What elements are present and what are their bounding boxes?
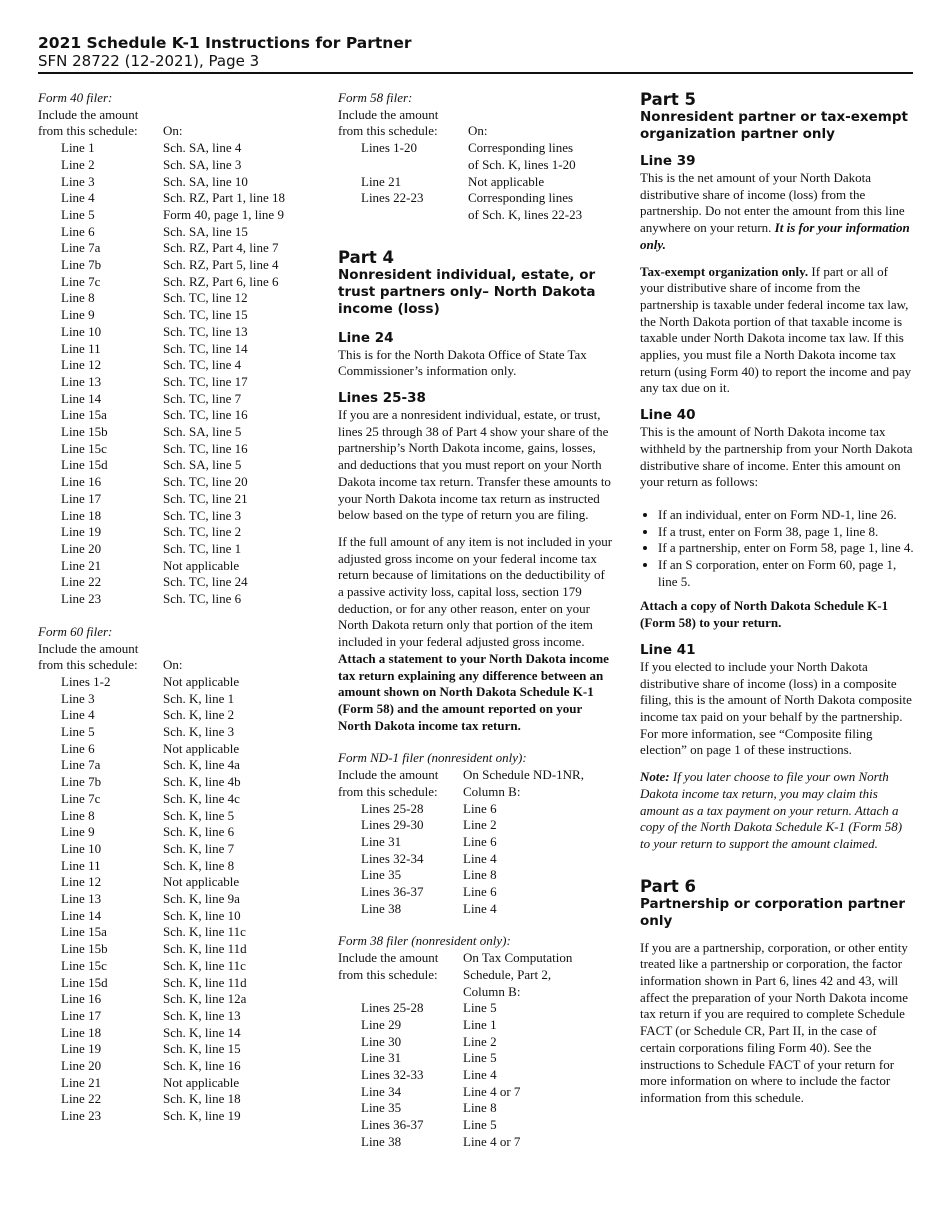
column-2	[338, 90, 613, 1151]
target-line: Line 4 or 7	[463, 1083, 521, 1099]
target-line: Sch. SA, line 10	[163, 173, 248, 189]
target-line: Sch. TC, line 17	[163, 373, 248, 389]
schedule-line: Line 17	[61, 1007, 102, 1023]
table-row	[38, 424, 285, 441]
form40-table	[38, 107, 285, 608]
table-row	[38, 574, 285, 591]
table-row	[338, 1134, 572, 1151]
target-line: Not applicable	[163, 557, 240, 573]
schedule-line: Lines 25-28	[361, 1000, 424, 1016]
schedule-line: Line 7c	[61, 273, 101, 289]
schedule-line: Line 10	[61, 840, 102, 856]
schedule-line: Line 31	[361, 833, 402, 849]
table-row	[338, 190, 582, 207]
table-row	[38, 975, 247, 992]
form40-label: Form 40 filer:	[38, 90, 113, 105]
target-line: of Sch. K, lines 1-20	[468, 156, 576, 172]
schedule-line: Line 6	[61, 223, 95, 239]
schedule-line: Line 8	[61, 807, 95, 823]
schedule-line: Line 15c	[61, 440, 107, 456]
schedule-line: Line 12	[61, 874, 102, 890]
schedule-line: Line 21	[61, 557, 102, 573]
table-row	[38, 1025, 247, 1042]
schedule-line: Line 30	[361, 1033, 402, 1049]
schedule-line: Line 16	[61, 991, 102, 1007]
schedule-line: Lines 32-34	[361, 850, 424, 866]
target-line: Sch. K, line 4c	[163, 790, 240, 806]
table-row	[38, 190, 285, 207]
schedule-line: Line 8	[61, 290, 95, 306]
table-intro: from this schedule:	[38, 657, 138, 673]
lines25-38-text: If you are a nonresident individual, estate, or trust, lines 25 through 38 of Part 4 show your share of the partnership’s North Dakota income, gains, losses, and deductions that you must report on your North Dakota income tax return. Transfer these amounts to your North Dakota income tax return as instructed below based on the type of return you are filing.	[338, 407, 611, 523]
schedule-line: Line 13	[61, 373, 102, 389]
table-row	[38, 207, 285, 224]
table-on-header: Schedule, Part 2,	[463, 966, 552, 982]
table-intro: Include the amount	[338, 106, 439, 122]
schedule-line: Lines 1-2	[61, 673, 111, 689]
line39-text: This is the net amount of your North Dakota distributive share of income (loss) from the partnership. Do not enter the amount from this line anywhere on your return.	[640, 170, 905, 236]
target-line: Sch. K, line 7	[163, 840, 235, 856]
target-line: Sch. RZ, Part 6, line 6	[163, 273, 279, 289]
schedule-line: Line 11	[61, 340, 101, 356]
table-row	[338, 140, 582, 157]
schedule-line: Line 35	[361, 867, 402, 883]
table-row	[38, 224, 285, 241]
schedule-line: Line 15d	[61, 974, 108, 990]
schedule-line: Line 22	[61, 574, 102, 590]
table-row	[38, 1091, 247, 1108]
target-line: Line 4 or 7	[463, 1133, 521, 1149]
table-row	[38, 774, 247, 791]
schedule-line: Line 13	[61, 891, 102, 907]
schedule-line: Line 11	[61, 857, 101, 873]
schedule-line: Line 12	[61, 357, 102, 373]
table-row	[338, 1017, 572, 1034]
target-line: Sch. TC, line 2	[163, 524, 242, 540]
note-lead: Note:	[640, 769, 670, 785]
part5-subtitle: Nonresident partner or tax-exempt organization partner only	[640, 109, 908, 142]
list-item: • If a partnership, enter on Form 58, page 1, line 4.	[658, 540, 915, 557]
target-line: Sch. TC, line 24	[163, 574, 248, 590]
table-row	[338, 1050, 572, 1067]
target-line: Line 4	[463, 1067, 497, 1083]
target-line: Line 6	[463, 800, 497, 816]
note-text: If you later choose to file your own North Dakota income tax return, you may claim this amount as a tax payment on your return. Attach a copy of the North Dakota Schedule K-1 (Form 58) to your return to support the amount claimed.	[640, 769, 903, 851]
target-line: Line 6	[463, 884, 497, 900]
table-row	[38, 808, 247, 825]
table-row	[38, 290, 285, 307]
target-line: Sch. K, line 15	[163, 1041, 241, 1057]
schedule-line: Line 4	[61, 190, 95, 206]
schedule-line: Line 21	[361, 173, 402, 189]
schedule-line	[338, 207, 468, 224]
table-row	[38, 691, 247, 708]
target-line: Sch. TC, line 1	[163, 540, 242, 556]
attach-statement-text: Attach a statement to your North Dakota income tax return explaining any difference between an amount shown on North Dakota Schedule K-1 (Form 58) and the amount reported on your North Dakota income tax return.	[338, 650, 609, 733]
table-row	[38, 157, 285, 174]
table-row	[38, 874, 247, 891]
schedule-line: Line 7c	[61, 790, 101, 806]
schedule-line: Line 31	[361, 1050, 402, 1066]
schedule-line: Line 5	[61, 724, 95, 740]
target-line: Sch. K, line 12a	[163, 991, 247, 1007]
table-row	[38, 357, 285, 374]
target-line: Sch. RZ, Part 4, line 7	[163, 240, 279, 256]
line39-paragraph	[640, 170, 915, 254]
table-row	[38, 407, 285, 424]
table-on-header: On:	[163, 123, 183, 139]
schedule-line: Line 22	[61, 1091, 102, 1107]
target-line: Sch. K, line 19	[163, 1108, 241, 1124]
target-line: Corresponding lines	[468, 140, 574, 156]
schedule-line: Line 23	[61, 591, 102, 607]
table-row	[38, 841, 247, 858]
schedule-line: Line 15c	[61, 957, 107, 973]
table-row	[38, 674, 247, 691]
table-row	[38, 240, 285, 257]
target-line: Sch. TC, line 14	[163, 340, 248, 356]
full-amount-paragraph	[338, 534, 613, 734]
line39-heading: Line 39	[640, 153, 696, 169]
document-title: 2021 Schedule K-1 Instructions for Partner	[38, 34, 412, 52]
target-line: Sch. SA, line 3	[163, 156, 242, 172]
table-row	[338, 1000, 572, 1017]
table-on-header: On:	[468, 123, 488, 139]
line41-heading: Line 41	[640, 641, 696, 658]
part5-title: Part 5	[640, 90, 697, 109]
target-line: Sch. TC, line 7	[163, 390, 242, 406]
schedule-line: Line 7a	[61, 757, 101, 773]
nd1-table	[338, 767, 584, 917]
table-row	[38, 491, 285, 508]
target-line: Not applicable	[163, 740, 240, 756]
table-row	[38, 274, 285, 291]
schedule-line: Line 16	[61, 474, 102, 490]
target-line: Sch. SA, line 15	[163, 223, 248, 239]
list-item: • If a trust, enter on Form 38, page 1, line 8.	[658, 524, 915, 541]
schedule-line: Lines 36-37	[361, 884, 424, 900]
table-row	[338, 867, 584, 884]
column-1	[38, 90, 313, 1125]
schedule-line: Line 6	[61, 740, 95, 756]
table-row	[38, 324, 285, 341]
line40-bullets	[640, 507, 915, 591]
target-line: Sch. K, line 14	[163, 1024, 241, 1040]
target-line: Sch. K, line 11c	[163, 957, 246, 973]
tax-exempt-paragraph	[640, 264, 915, 398]
schedule-line: Line 20	[61, 540, 102, 556]
table-row	[38, 558, 285, 575]
target-line: Sch. K, line 3	[163, 724, 235, 740]
target-line: Line 1	[463, 1016, 497, 1032]
part6-subtitle: Partnership or corporation partner only	[640, 895, 906, 929]
target-line: Line 2	[463, 1033, 497, 1049]
target-line: of Sch. K, lines 22-23	[468, 206, 583, 222]
attach-copy-text: Attach a copy of North Dakota Schedule K-1 (Form 58) to your return.	[640, 598, 889, 631]
target-line: Sch. K, line 6	[163, 824, 235, 840]
schedule-line: Line 35	[361, 1100, 402, 1116]
part6-title: Part 6	[640, 876, 697, 896]
table-row	[38, 474, 285, 491]
table-row	[38, 591, 285, 608]
target-line: Sch. K, line 16	[163, 1058, 241, 1074]
target-line: Not applicable	[163, 874, 240, 890]
table-row	[38, 174, 285, 191]
table-on-header: Column B:	[463, 983, 521, 999]
form58-table	[338, 107, 582, 224]
table-row	[38, 140, 285, 157]
target-line: Line 5	[463, 1000, 497, 1016]
schedule-line: Line 15b	[61, 424, 108, 440]
schedule-line: Line 29	[361, 1016, 402, 1032]
table-row	[338, 1100, 572, 1117]
target-line: Sch. K, line 10	[163, 907, 241, 923]
schedule-line: Line 19	[61, 524, 102, 540]
schedule-line: Line 19	[61, 1041, 102, 1057]
schedule-line: Line 21	[61, 1074, 102, 1090]
table-row	[338, 1067, 572, 1084]
schedule-line: Line 1	[61, 140, 95, 156]
target-line: Sch. K, line 11d	[163, 941, 247, 957]
schedule-line: Line 9	[61, 307, 95, 323]
part4-title: Part 4	[338, 247, 395, 267]
schedule-line: Lines 32-33	[361, 1067, 424, 1083]
table-row	[38, 508, 285, 525]
schedule-line: Line 15a	[61, 924, 107, 940]
line41-text: If you elected to include your North Dakota distributive share of income (loss) in a composite filing, this is the amount of North Dakota composite income tax paid on your behalf by the partnership. For more information, see “Composite filing election” on page 1 of these instructions.	[640, 658, 912, 758]
schedule-line: Line 34	[361, 1083, 402, 1099]
schedule-line: Line 14	[61, 390, 102, 406]
schedule-line: Lines 25-28	[361, 800, 424, 816]
table-intro: Include the amount	[38, 106, 139, 122]
target-line: Line 8	[463, 1100, 497, 1116]
schedule-line: Line 18	[61, 1024, 102, 1040]
table-intro: Include the amount	[338, 767, 439, 783]
target-line: Not applicable	[163, 1074, 240, 1090]
table-row	[338, 1034, 572, 1051]
target-line: Sch. TC, line 16	[163, 407, 248, 423]
tax-exempt-text: If part or all of your distributive share of income from the partnership is taxable under federal income tax law, the North Dakota portion of that taxable income is taxable under North Dakota income tax law. If this applies, you must file a North Dakota income tax return (using Form 40) to report the income and pay any tax due on it.	[640, 263, 912, 396]
target-line: Sch. TC, line 12	[163, 290, 248, 306]
full-amount-text: If the full amount of any item is not included in your adjusted gross income on your federal income tax return because of limitations on the deductibility of a passive activity loss, capital loss, section 179 deduction, or for any other reason, enter on your North Dakota return only that portion of the item included in your federal adjusted gross income.	[338, 533, 613, 650]
target-line: Line 4	[463, 900, 497, 916]
schedule-line	[338, 157, 468, 174]
table-intro: from this schedule:	[338, 966, 438, 982]
f38-label: Form 38 filer (nonresident only):	[338, 933, 511, 949]
schedule-line: Line 23	[61, 1108, 102, 1124]
line40-text: This is the amount of North Dakota income tax withheld by the partnership from your North Dakota distributive share of income. Enter this amount on your return as follows:	[640, 424, 913, 490]
table-row	[38, 524, 285, 541]
target-line: Sch. TC, line 13	[163, 323, 248, 339]
table-row	[338, 834, 584, 851]
schedule-line: Line 3	[61, 690, 95, 706]
table-on-header: On:	[163, 657, 183, 673]
target-line: Sch. K, line 4a	[163, 757, 240, 773]
table-row	[38, 991, 247, 1008]
target-line: Sch. K, line 11c	[163, 924, 246, 940]
schedule-line: Line 14	[61, 907, 102, 923]
table-row	[38, 391, 285, 408]
nd1-label: Form ND-1 filer (nonresident only):	[338, 750, 527, 766]
column-3	[640, 90, 915, 1107]
table-row	[38, 457, 285, 474]
list-item: • If an individual, enter on Form ND-1, line 26.	[658, 507, 915, 524]
table-row	[38, 791, 247, 808]
schedule-line: Lines 22-23	[361, 190, 424, 206]
header-rule	[38, 72, 913, 74]
schedule-line: Line 38	[361, 1133, 402, 1149]
table-row	[338, 851, 584, 868]
schedule-line: Line 20	[61, 1058, 102, 1074]
schedule-line: Line 18	[61, 507, 102, 523]
part4-subtitle: Nonresident individual, estate, or trust partners only– North Dakota income (loss)	[338, 266, 596, 317]
target-line: Line 2	[463, 817, 497, 833]
table-row	[38, 307, 285, 324]
table-row	[338, 174, 582, 191]
target-line: Sch. RZ, Part 1, line 18	[163, 190, 286, 206]
table-row	[338, 157, 582, 174]
schedule-line: Line 10	[61, 323, 102, 339]
f38-table	[338, 950, 572, 1150]
table-intro: from this schedule:	[38, 123, 138, 139]
target-line: Sch. TC, line 20	[163, 474, 248, 490]
line24-text: This is for the North Dakota Office of State Tax Commissioner’s information only.	[338, 346, 587, 379]
target-line: Sch. K, line 4b	[163, 774, 241, 790]
note-paragraph	[640, 769, 915, 853]
table-intro: from this schedule:	[338, 783, 438, 799]
schedule-line: Line 3	[61, 173, 95, 189]
table-row	[338, 1117, 572, 1134]
target-line: Sch. TC, line 21	[163, 490, 248, 506]
table-row	[338, 1084, 572, 1101]
target-line: Not applicable	[163, 673, 240, 689]
target-line: Not applicable	[468, 173, 545, 189]
schedule-line: Line 7a	[61, 240, 101, 256]
line40-heading: Line 40	[640, 407, 696, 424]
target-line: Form 40, page 1, line 9	[163, 206, 284, 222]
table-row	[38, 908, 247, 925]
table-row	[38, 941, 247, 958]
table-row	[38, 1108, 247, 1125]
table-on-header: Column B:	[463, 783, 521, 799]
target-line: Sch. TC, line 4	[163, 357, 242, 373]
target-line: Corresponding lines	[468, 190, 574, 206]
table-row	[38, 958, 247, 975]
form60-table	[38, 641, 247, 1125]
target-line: Sch. SA, line 5	[163, 457, 242, 473]
table-row	[338, 801, 584, 818]
schedule-line: Line 17	[61, 490, 102, 506]
target-line: Sch. K, line 11d	[163, 974, 247, 990]
table-row	[38, 741, 247, 758]
target-line: Sch. K, line 8	[163, 857, 235, 873]
schedule-line: Line 7b	[61, 257, 102, 273]
table-row	[38, 541, 285, 558]
target-line: Sch. TC, line 15	[163, 307, 248, 323]
table-row	[338, 207, 582, 224]
table-row	[38, 341, 285, 358]
schedule-line: Line 38	[361, 900, 402, 916]
table-row	[38, 757, 247, 774]
target-line: Sch. SA, line 5	[163, 424, 242, 440]
page-header	[38, 34, 913, 70]
schedule-line: Line 2	[61, 156, 95, 172]
table-row	[38, 374, 285, 391]
target-line: Sch. K, line 1	[163, 690, 235, 706]
target-line: Sch. K, line 18	[163, 1091, 241, 1107]
table-on-header: On Schedule ND-1NR,	[463, 767, 584, 783]
table-row	[38, 1008, 247, 1025]
schedule-line: Lines 29-30	[361, 817, 424, 833]
table-row	[38, 891, 247, 908]
table-intro: from this schedule:	[338, 123, 438, 139]
part6-text: If you are a partnership, corporation, or other entity treated like a partnership or corporation, the factor information shown in Part 6, lines 42 and 43, will affect the preparation of your North Dakota income tax return if you are required to complete Schedule FACT (or Schedule CR, Part II, in the case of certain corporations filing Form 40). See the instructions to Schedule FACT of your return for more information on where to include the factor information from this schedule.	[640, 939, 908, 1105]
target-line: Sch. K, line 2	[163, 707, 235, 723]
schedule-line: Lines 36-37	[361, 1117, 424, 1133]
form60-label: Form 60 filer:	[38, 623, 113, 639]
schedule-line: Line 9	[61, 824, 95, 840]
target-line: Sch. TC, line 16	[163, 440, 248, 456]
schedule-line: Lines 1-20	[361, 140, 417, 156]
table-row	[338, 884, 584, 901]
tax-exempt-lead: Tax-exempt organization only.	[640, 263, 809, 279]
target-line: Line 6	[463, 833, 497, 849]
line24-heading: Line 24	[338, 329, 394, 346]
schedule-line: Line 4	[61, 707, 95, 723]
target-line: Sch. TC, line 3	[163, 507, 242, 523]
table-row	[38, 1075, 247, 1092]
table-on-header: On Tax Computation	[463, 950, 573, 966]
target-line: Sch. RZ, Part 5, line 4	[163, 257, 279, 273]
target-line: Line 5	[463, 1117, 497, 1133]
target-line: Line 5	[463, 1050, 497, 1066]
table-row	[338, 817, 584, 834]
table-row	[338, 901, 584, 918]
table-row	[38, 707, 247, 724]
table-row	[38, 441, 285, 458]
form58-label: Form 58 filer:	[338, 90, 413, 105]
target-line: Sch. TC, line 6	[163, 591, 242, 607]
schedule-line: Line 15b	[61, 941, 108, 957]
table-intro: Include the amount	[338, 950, 439, 966]
form-number: SFN 28722 (12-2021), Page 3	[38, 52, 260, 70]
table-row	[38, 1058, 247, 1075]
target-line: Sch. SA, line 4	[163, 140, 242, 156]
table-row	[38, 1041, 247, 1058]
schedule-line: Line 15a	[61, 407, 107, 423]
table-intro: Include the amount	[38, 640, 139, 656]
target-line: Sch. K, line 5	[163, 807, 235, 823]
line39-emphasis: It is for your information only.	[640, 220, 910, 252]
table-row	[38, 724, 247, 741]
schedule-line: Line 5	[61, 206, 95, 222]
schedule-line: Line 7b	[61, 774, 102, 790]
target-line: Sch. K, line 9a	[163, 891, 240, 907]
table-row	[38, 257, 285, 274]
target-line: Line 8	[463, 867, 497, 883]
list-item: • If an S corporation, enter on Form 60, page 1, line 5.	[658, 557, 915, 590]
schedule-line: Line 15d	[61, 457, 108, 473]
target-line: Line 4	[463, 850, 497, 866]
table-row	[38, 858, 247, 875]
table-row	[38, 924, 247, 941]
table-row	[38, 824, 247, 841]
lines25-38-heading: Lines 25-38	[338, 390, 426, 407]
target-line: Sch. K, line 13	[163, 1007, 241, 1023]
